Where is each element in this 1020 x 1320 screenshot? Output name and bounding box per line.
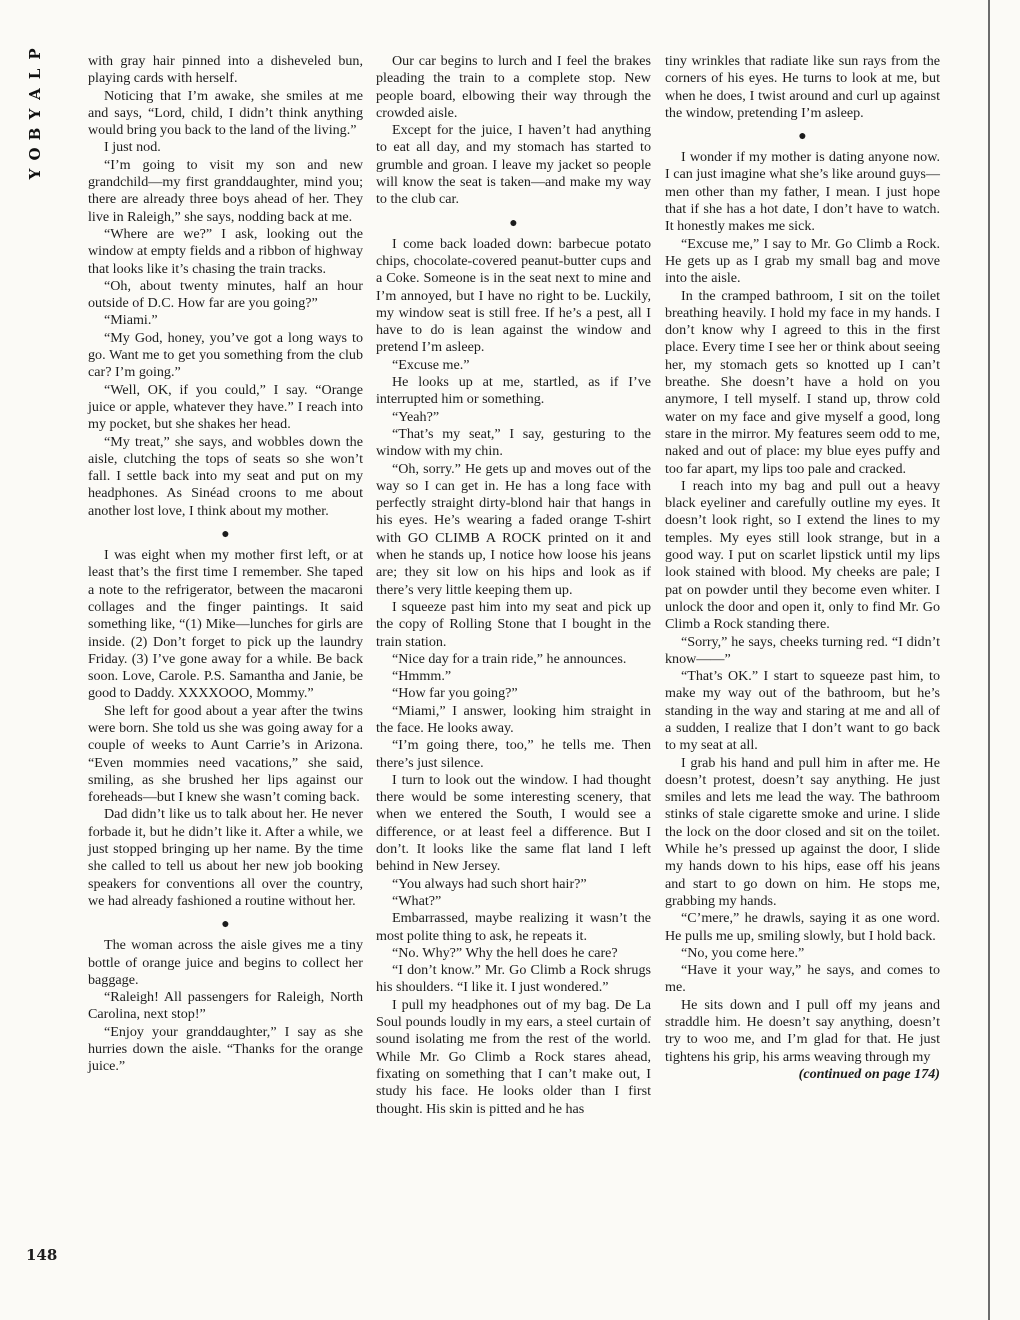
paragraph: “That’s my seat,” I say, gesturing to the window with my chin. xyxy=(376,425,651,460)
paragraph: “Where are we?” I ask, looking out the window at empty fields and a ribbon of highway that looks like it’s chasing the train tracks. xyxy=(88,225,363,277)
paragraph: “Sorry,” he says, cheeks turning red. “I didn’t know——” xyxy=(665,633,940,667)
paragraph: with gray hair pinned into a disheveled bun, playing cards with herself. xyxy=(88,53,363,87)
paragraph: Our car begins to lurch and I feel the brakes pleading the train to a complete stop. New people board, elbowing their way through the crowded aisle. xyxy=(376,53,651,121)
paragraph: “Excuse me.” xyxy=(392,356,470,373)
paragraph: “I’m going there, too,” he tells me. Then there’s just silence. xyxy=(376,737,651,771)
paragraph: “What?” xyxy=(392,892,442,909)
paragraph: “No, you come here.” xyxy=(681,944,805,961)
paragraph: “Hmmm.” xyxy=(392,668,452,685)
paragraph: “My treat,” she says, and wobbles down the aisle, clutching the tops of seats so she won’t fall. I settle back into my seat and put on my headphones. As Sinéad croons to me about another lost love, I think about my mother. xyxy=(88,433,363,519)
masthead-letter: B xyxy=(26,127,44,141)
paragraph: “Have it your way,” he says, and comes to me. xyxy=(665,962,940,996)
paragraph: He sits down and I pull off my jeans and straddle him. He doesn’t say anything, doesn’t try to woo me, and I’m glad for that. He just tightens his grip, his arms weaving through my xyxy=(665,996,940,1065)
paragraph: Noticing that I’m awake, she smiles at me and says, “Lord, child, I didn’t think anything would bring you back to the land of the living.” xyxy=(88,87,363,139)
paragraph: Embarrassed, maybe realizing it wasn’t the most polite thing to ask, he repeats it. xyxy=(376,910,651,944)
paragraph: “C’mere,” he drawls, saying it as one word. He pulls me up, smiling slowly, but I hold back. xyxy=(665,910,940,944)
page-number: 148 xyxy=(26,1246,58,1264)
masthead-letter: Y xyxy=(26,168,44,180)
masthead-letter: A xyxy=(26,88,44,100)
paragraph: I reach into my bag and pull out a heavy black eyeliner and carefully outline my eyes. It doesn’t look right, so I extend the lines to my temples. My eyes still look strange, but in a good way. I put on scarlet lipstick until my lips look stained with blood. My cheeks are pale; I pat on powder until they become even whiter. I unlock the door and open it, only to find Mr. Go Climb a Rock standing there. xyxy=(665,477,940,633)
section-separator: ● xyxy=(221,527,230,543)
paragraph: I grab his hand and pull him in after me. He doesn’t protest, doesn’t say anything. He just smiles and lets me lead the way. The bathroom stinks of stale cigarette smoke and urine. I slide the lock on the door closed and sit on the toilet. While he’s pressed up against the door, I slide my hands down to his hips, ease off his jeans and start to go down on him. He stops me, grabbing my hands. xyxy=(665,754,940,909)
masthead-letter: Y xyxy=(26,108,44,120)
paragraph: “Well, OK, if you could,” I say. “Orange juice or apple, whatever they have.” I reach into my pocket, but she shakes her head. xyxy=(88,381,363,433)
paragraph: “Raleigh! All passengers for Raleigh, North Carolina, next stop!” xyxy=(88,989,363,1023)
paragraph: “Miami,” I answer, looking him straight in the face. He looks away. xyxy=(376,702,651,736)
paragraph: He looks up at me, startled, as if I’ve interrupted him or something. xyxy=(376,374,651,408)
paragraph: “How far you going?” xyxy=(392,685,518,702)
paragraph: “Nice day for a train ride,” he announces. xyxy=(392,650,627,667)
paragraph: “I don’t know.” Mr. Go Climb a Rock shrugs his shoulders. “I like it. I just wondered.” xyxy=(376,962,651,996)
paragraph: I pull my headphones out of my bag. De La Soul pounds loudly in my ears, a steel curtain of sound isolating me from the rest of the world. While Mr. Go Climb a Rock stares ahead, fixating on something that I can’t make out, I study his face. He looks older than I first thought. His skin is pitted and he has xyxy=(376,996,651,1117)
section-separator: ● xyxy=(221,917,230,933)
paragraph: “Miami.” xyxy=(104,312,158,329)
paragraph: I come back loaded down: barbecue potato chips, chocolate-covered peanut-butter cups and a Coke. Someone is in the seat next to mine and I’m annoyed, but I have no right to be. Luckily, my window seat is still free. If he’s a pest, all I have to do is lean against the window and pretend I’m asleep. xyxy=(376,235,651,356)
text-column-3 xyxy=(665,53,940,1083)
paragraph: tiny wrinkles that radiate like sun rays from the corners of his eyes. He turns to look at me, but when he does, I twist around and curl up against the window, pretending I’m asleep. xyxy=(665,53,940,121)
paragraph: She left for good about a year after the twins were born. She told us she was going away for a couple of weeks to Aunt Carrie’s in Arizona. “Even mommies need vacations,” she said, smiling, as she brushed her lips against our foreheads—but I knew she wasn’t coming back. xyxy=(88,702,363,806)
masthead xyxy=(22,44,48,184)
paragraph: “Oh, sorry.” He gets up and moves out of the way so I can get in. He has a long face with perfectly straight dirty-blond hair that hangs in his eyes. He’s wearing a faded orange T-shirt with GO CLIMB A ROCK printed on it and when he stands up, I notice how loose his jeans are; they sit low on his hips and look as if there’s very little keeping them up. xyxy=(376,460,651,598)
page-edge-rule xyxy=(988,0,990,1320)
paragraph: I squeeze past him into my seat and pick up the copy of Rolling Stone that I bought in the train station. xyxy=(376,598,651,650)
masthead-letter: P xyxy=(26,48,44,60)
masthead-letter: L xyxy=(26,68,44,80)
paragraph: “No. Why?” Why the hell does he care? xyxy=(392,944,618,961)
paragraph: “That’s OK.” I start to squeeze past him, to make my way out of the bathroom, but he’s standing in the way and staring at me and all of a sudden, I realize that I don’t want to go back to my seat at all. xyxy=(665,668,940,754)
paragraph: I wonder if my mother is dating anyone now. I can just imagine what she’s like around guys—men other than my father, I mean. I just hope that if she has a hot date, I don’t have to watch. It honestly makes me sick. xyxy=(665,149,940,235)
section-separator: ● xyxy=(798,129,807,145)
paragraph: “My God, honey, you’ve got a long ways to go. Want me to get you something from the club car? I’m going.” xyxy=(88,329,363,381)
paragraph: Except for the juice, I haven’t had anything to eat all day, and my stomach has started to grumble and groan. I leave my jacket so people will know the seat is taken—and make my way to the club car. xyxy=(376,122,651,208)
paragraph: I was eight when my mother first left, or at least that’s the first time I remember. She taped a note to the refrigerator, between the macaroni collages and the finger paintings. It said something like, “(1) Mike—lunches for girls are inside. (2) Don’t forget to pick up the laundry Friday. (3) I’ve gone away for a while. Be back soon. Love, Carole. P.S. Samantha and Janie, be good to Daddy. XXXXOOO, Mommy.” xyxy=(88,547,363,702)
paragraph: “Yeah?” xyxy=(392,408,440,425)
continuation-note: (continued on page 174) xyxy=(798,1065,940,1082)
paragraph: I just nod. xyxy=(104,139,161,156)
text-column-1 xyxy=(88,53,363,1076)
paragraph: I turn to look out the window. I had thought there would be some interesting scenery, that when we entered the South, I would see a difference, or at least feel a difference. But I don’t. It looks like the same flat land I left behind in New Jersey. xyxy=(376,771,651,875)
masthead-letter: O xyxy=(26,147,44,161)
text-column-2 xyxy=(376,53,651,1118)
paragraph: In the cramped bathroom, I sit on the toilet breathing heavily. I hold my face in my hands. I don’t know why I agreed to this in the first place. Every time I see her or think about seeing her, my stomach gets so knotted up I can’t breathe. She doesn’t have a hold on you anymore, I tell myself. I stand up, throw cold water on my face and give myself a good, long stare in the mirror. My features seem odd to me, naked and out of place: my blue eyes puffy and too far apart, my lips too pale and cracked. xyxy=(665,287,940,477)
paragraph: “Excuse me,” I say to Mr. Go Climb a Rock. He gets up as I grab my small bag and move into the aisle. xyxy=(665,235,940,287)
paragraph: Dad didn’t like us to talk about her. He never forbade it, but he didn’t like it. After a while, we just stopped bringing up her name. By the time she called to tell us about her new job booking speakers for conventions all over the country, we had already fashioned a routine without her. xyxy=(88,806,363,909)
paragraph: “I’m going to visit my son and new grandchild—my first granddaughter, mind you; there are already three boys ahead of her. They live in Raleigh,” she says, nodding back at me. xyxy=(88,156,363,225)
section-separator: ● xyxy=(509,215,518,231)
paragraph: The woman across the aisle gives me a tiny bottle of orange juice and begins to collect her baggage. xyxy=(88,937,363,988)
paragraph: “You always had such short hair?” xyxy=(392,875,587,892)
paragraph: “Oh, about twenty minutes, half an hour outside of D.C. How far are you going?” xyxy=(88,277,363,312)
paragraph: “Enjoy your granddaughter,” I say as she hurries down the aisle. “Thanks for the orange juice.” xyxy=(88,1023,363,1075)
